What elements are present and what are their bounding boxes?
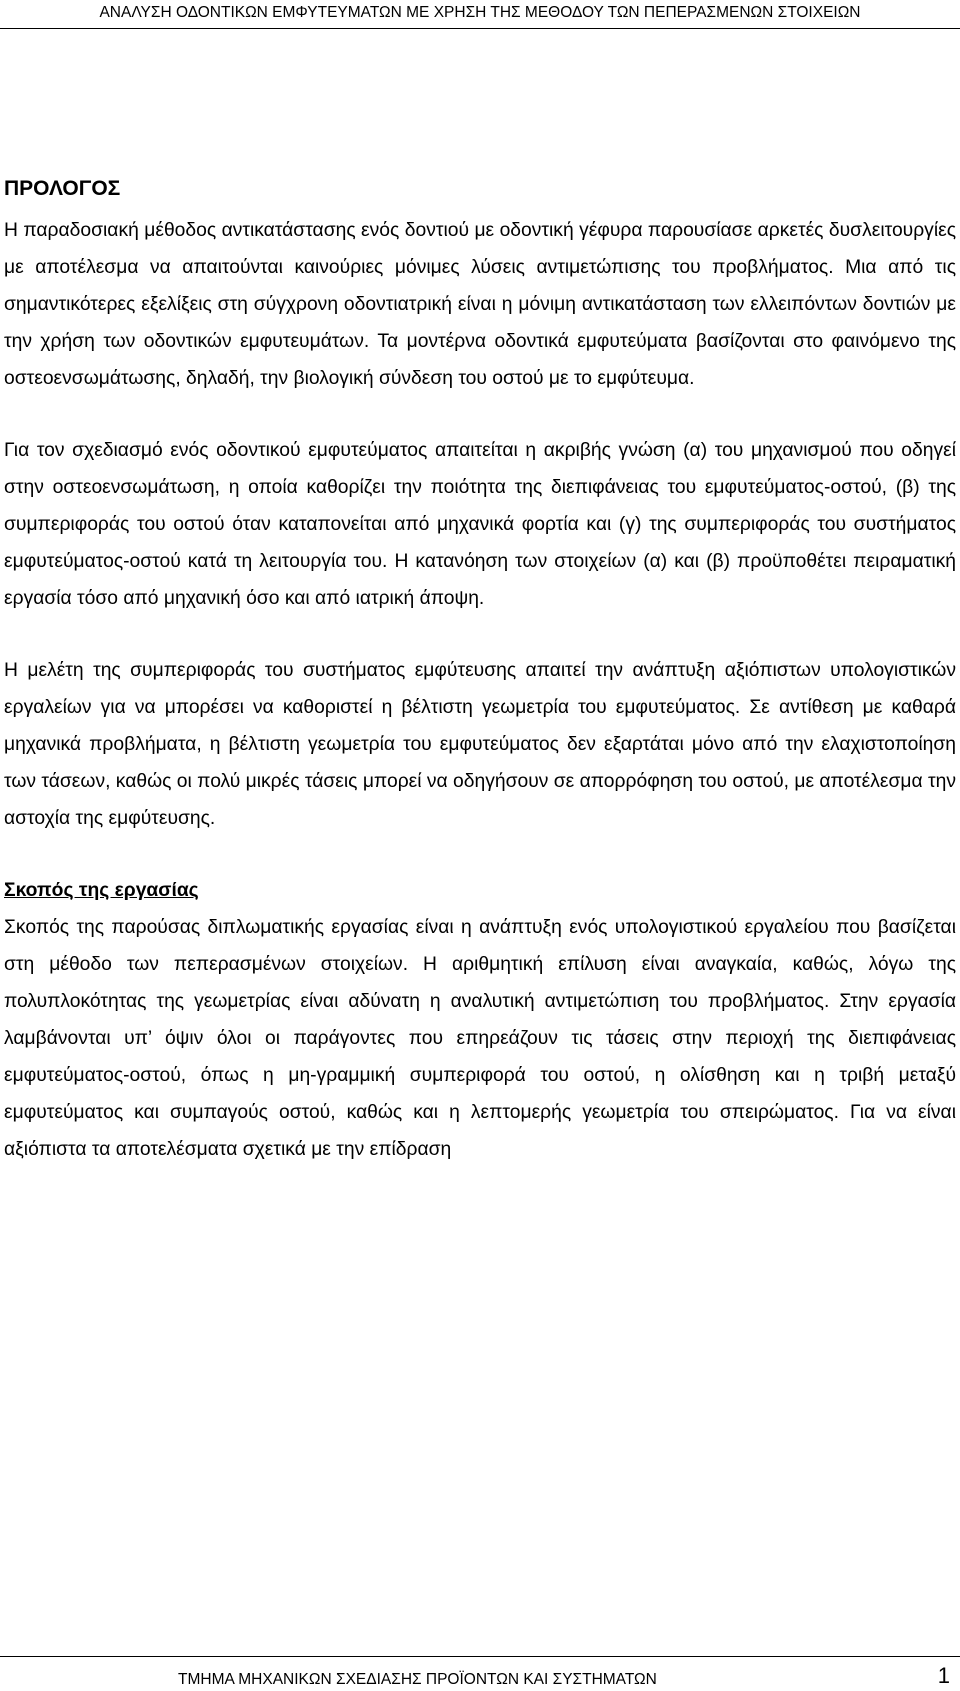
page-body [4, 176, 956, 1168]
paragraph-purpose: Σκοπός της παρούσας διπλωματικής εργασίας είναι η ανάπτυξη ενός υπολογιστικού εργαλείου που βασίζεται στη μέθοδο των πεπερασμένων στοιχείων. Η αριθμητική επίλυση είναι αναγκαία, καθώς, λόγω της πολυπλοκότητας της γεωμετρίας είναι αδύνατη η αναλυτική αντιμετώπιση του προβλήματος. Στην εργασία λαμβάνονται υπ’ όψιν όλοι οι παράγοντες που επηρεάζουν τις τάσεις στην περιοχή της διεπιφάνειας εμφυτεύματος-οστού, όπως η μη-γραμμική συμπεριφορά του οστού, η ολίσθηση και η τριβή μεταξύ εμφυτεύματος και συμπαγούς οστού, καθώς και η λεπτομερής γεωμετρία του σπειρώματος. Για να είναι αξιόπιστα τα αποτελέσματα σχετικά με την επίδραση [4, 917, 956, 1160]
page-title: ΠΡΟΛΟΓΟΣ [4, 177, 121, 200]
header-divider [0, 28, 960, 29]
section-heading-purpose: Σκοπός της εργασίας [4, 880, 199, 901]
paragraph-intro: Η παραδοσιακή μέθοδος αντικατάστασης ενός δοντιού με οδοντική γέφυρα παρουσίασε αρκετές δυσλειτουργίες με αποτέλεσμα να απαιτούνται καινούριες μόνιμες λύσεις αντιμετώπισης του προβλήματος. Μια από τις σημαντικότερες εξελίξεις στη σύγχρονη οδοντιατρική είναι η μόνιμη αντικατάσταση των ελλειπόντων δοντιών με την χρήση των οδοντικών εμφυτευμάτων. Τα μοντέρνα οδοντικά εμφυτεύματα βασίζονται στο φαινόμενο της οστεοενσωμάτωσης, δηλαδή, την βιολογική σύνδεση του οστού με το εμφύτευμα. [4, 220, 956, 389]
running-footer [0, 1663, 960, 1691]
running-header: ΑΝΑΛΥΣΗ ΟΔΟΝΤΙΚΩΝ ΕΜΦΥΤΕΥΜΑΤΩΝ ΜΕ ΧΡΗΣΗ ΤΗΣ ΜΕΘΟΔΟΥ ΤΩΝ ΠΕΠΕΡΑΣΜΕΝΩΝ ΣΤΟΙΧΕΙΩΝ [99, 4, 861, 21]
footer-department: ΤΜΗΜΑ ΜΗΧΑΝΙΚΩΝ ΣΧΕΔΙΑΣΗΣ ΠΡΟΪΟΝΤΩΝ ΚΑΙ ΣΥΣΤΗΜΑΤΩΝ [178, 1671, 657, 1688]
paragraph-design-requirements: Για τον σχεδιασμό ενός οδοντικού εμφυτεύματος απαιτείται η ακριβής γνώση (α) του μηχανισμού που οδηγεί στην οστεοενσωμάτωση, η οποία καθορίζει την ποιότητα της διεπιφάνειας του εμφυτεύματος-οστού, (β) της συμπεριφοράς του οστού όταν καταπονείται από μηχανικά φορτία και (γ) της συμπεριφοράς του συστήματος εμφυτεύματος-οστού κατά τη λειτουργία του. Η κατανόηση των στοιχείων (α) και (β) προϋποθέτει πειραματική εργασία τόσο από μηχανική όσο και από ιατρική άποψη. [4, 440, 956, 609]
footer-divider [0, 1656, 960, 1657]
page-number: 1 [937, 1663, 950, 1688]
paragraph-system-behavior: Η μελέτη της συμπεριφοράς του συστήματος εμφύτευσης απαιτεί την ανάπτυξη αξιόπιστων υπολογιστικών εργαλείων για να μπορέσει να καθοριστεί η βέλτιστη γεωμετρία του εμφυτεύματος. Σε αντίθεση με καθαρά μηχανικά προβλήματα, η βέλτιστη γεωμετρία του εμφυτεύματος δεν εξαρτάται μόνο από την ελαχιστοποίηση των τάσεων, καθώς οι πολύ μικρές τάσεις μπορεί να οδηγήσουν σε απορρόφηση του οστού, με αποτέλεσμα την αστοχία της εμφύτευσης. [4, 660, 956, 829]
